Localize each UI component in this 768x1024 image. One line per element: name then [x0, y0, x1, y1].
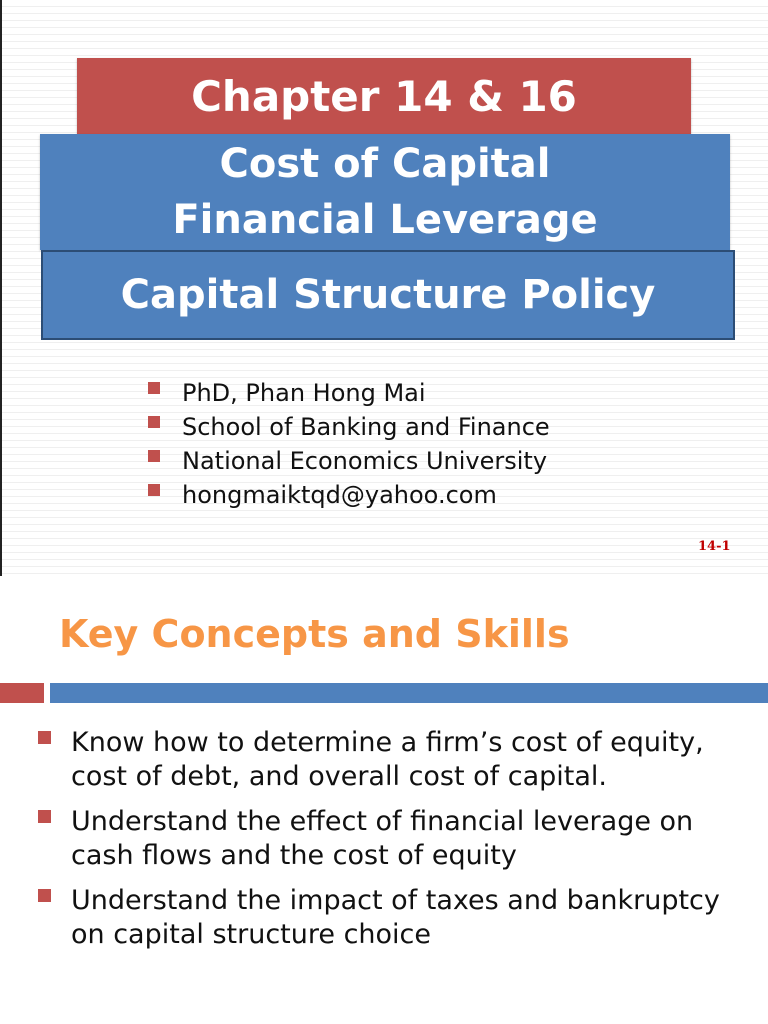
- red-square-bullet-icon: [148, 382, 160, 394]
- list-item: [146, 478, 550, 512]
- subtitle-box: [40, 134, 730, 250]
- slide-key-concepts: [0, 576, 768, 1024]
- list-item: [146, 444, 550, 478]
- heading-rule-red: [0, 683, 44, 703]
- chapter-title: Chapter 14 & 16: [191, 71, 577, 121]
- list-item: [36, 805, 736, 873]
- author-info-list: [146, 376, 550, 512]
- subtitle-line-1: Cost of Capital: [219, 141, 551, 187]
- policy-title: Capital Structure Policy: [120, 272, 656, 318]
- chapter-title-box: [77, 58, 691, 134]
- key-concepts-list: [36, 726, 736, 963]
- list-item: [36, 726, 736, 794]
- heading-rule-blue: [50, 683, 768, 703]
- list-item: [146, 410, 550, 444]
- concept-text: Understand the effect of financial leverage on cash flows and the cost of equity: [71, 806, 694, 871]
- author-university: National Economics University: [182, 447, 548, 475]
- author-email: hongmaiktqd@yahoo.com: [182, 481, 497, 509]
- subtitle-line-2: Financial Leverage: [172, 197, 598, 243]
- red-square-bullet-icon: [148, 450, 160, 462]
- slide-left-border: [0, 0, 2, 576]
- red-square-bullet-icon: [38, 810, 51, 823]
- red-square-bullet-icon: [148, 416, 160, 428]
- red-square-bullet-icon: [148, 484, 160, 496]
- concept-text: Understand the impact of taxes and bankruptcy on capital structure choice: [71, 885, 720, 950]
- red-square-bullet-icon: [38, 731, 51, 744]
- list-item: [36, 884, 736, 952]
- author-school: School of Banking and Finance: [182, 413, 550, 441]
- concept-text: Know how to determine a firm’s cost of equity, cost of debt, and overall cost of capital.: [71, 727, 704, 792]
- list-item: [146, 376, 550, 410]
- policy-title-box: [41, 250, 735, 340]
- author-name: PhD, Phan Hong Mai: [182, 379, 426, 407]
- red-square-bullet-icon: [38, 889, 51, 902]
- slide-heading: Key Concepts and Skills: [59, 612, 570, 656]
- slide-number: 14-1: [698, 539, 731, 554]
